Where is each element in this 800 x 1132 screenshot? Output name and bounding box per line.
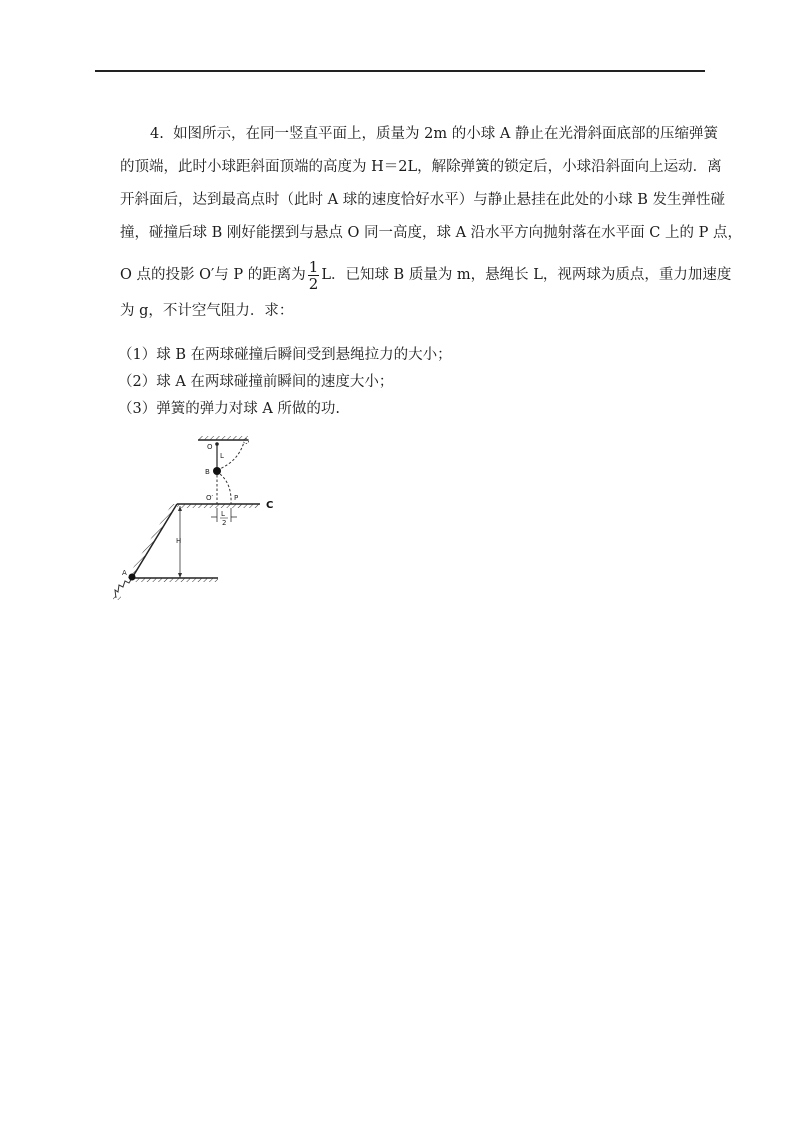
spring — [113, 578, 132, 600]
statement-line-5: O 点的投影 O′与 P 的距离为 $\frac{1}{2}$ L．已知球 B 质量为 m，悬绳长 L，视两球为质点，重力加速度 — [120, 257, 732, 293]
svg-text:2: 2 — [222, 519, 227, 527]
label-p: P — [234, 494, 239, 502]
label-b: B — [205, 468, 210, 476]
lower-ground — [132, 578, 218, 582]
label-c: C — [266, 500, 274, 511]
statement-line-6: 为 g，不计空气阻力．求： — [120, 303, 294, 319]
question-1: （1）球 B 在两球碰撞后瞬间受到悬绳拉力的大小； — [118, 347, 452, 363]
physics-diagram — [110, 432, 290, 622]
label-l: L — [220, 452, 224, 460]
half-l-dimension — [211, 508, 237, 527]
label-h: H — [176, 537, 182, 545]
projectile-path — [220, 474, 231, 504]
statement-line-1: 4. 如图所示，在同一竖直平面上，质量为 2m 的小球 A 静止在光滑斜面底部的压缩弹簧 — [150, 126, 718, 142]
diagram-svg — [110, 432, 290, 622]
svg-text:L: L — [221, 510, 225, 518]
upper-platform — [177, 504, 260, 508]
question-list — [118, 345, 708, 426]
ball-b — [213, 467, 221, 475]
question-2: （2）球 A 在两球碰撞前瞬间的速度大小； — [118, 374, 394, 390]
inclined-plane — [127, 504, 177, 578]
label-a: A — [122, 569, 127, 577]
question-3: （3）弹簧的弹力对球 A 所做的功. — [118, 401, 341, 417]
label-o-prime: O′ — [206, 494, 214, 502]
header-rule — [95, 70, 705, 72]
problem-number: 4. — [150, 126, 164, 142]
problem-text — [120, 124, 742, 321]
ball-a — [129, 574, 136, 581]
problem-statement — [120, 124, 742, 321]
statement-line-2: 的顶端，此时小球距斜面顶端的高度为 H＝2L，解除弹簧的锁定后，小球沿斜面向上运动．离 — [120, 159, 722, 175]
statement-line-4: 撞，碰撞后球 B 刚好能摆到与悬点 O 同一高度，球 A 沿水平方向抛射落在水平面 C 上的 P 点， — [120, 225, 742, 241]
fraction-one-half: $\frac{1}{2}$ — [308, 257, 319, 293]
ceiling-support — [198, 436, 248, 440]
statement-line-3: 开斜面后，达到最高点时（此时 A 球的速度恰好水平）与静止悬挂在此处的小球 B 发生弹性碰 — [120, 192, 726, 208]
label-o: O — [207, 443, 213, 451]
